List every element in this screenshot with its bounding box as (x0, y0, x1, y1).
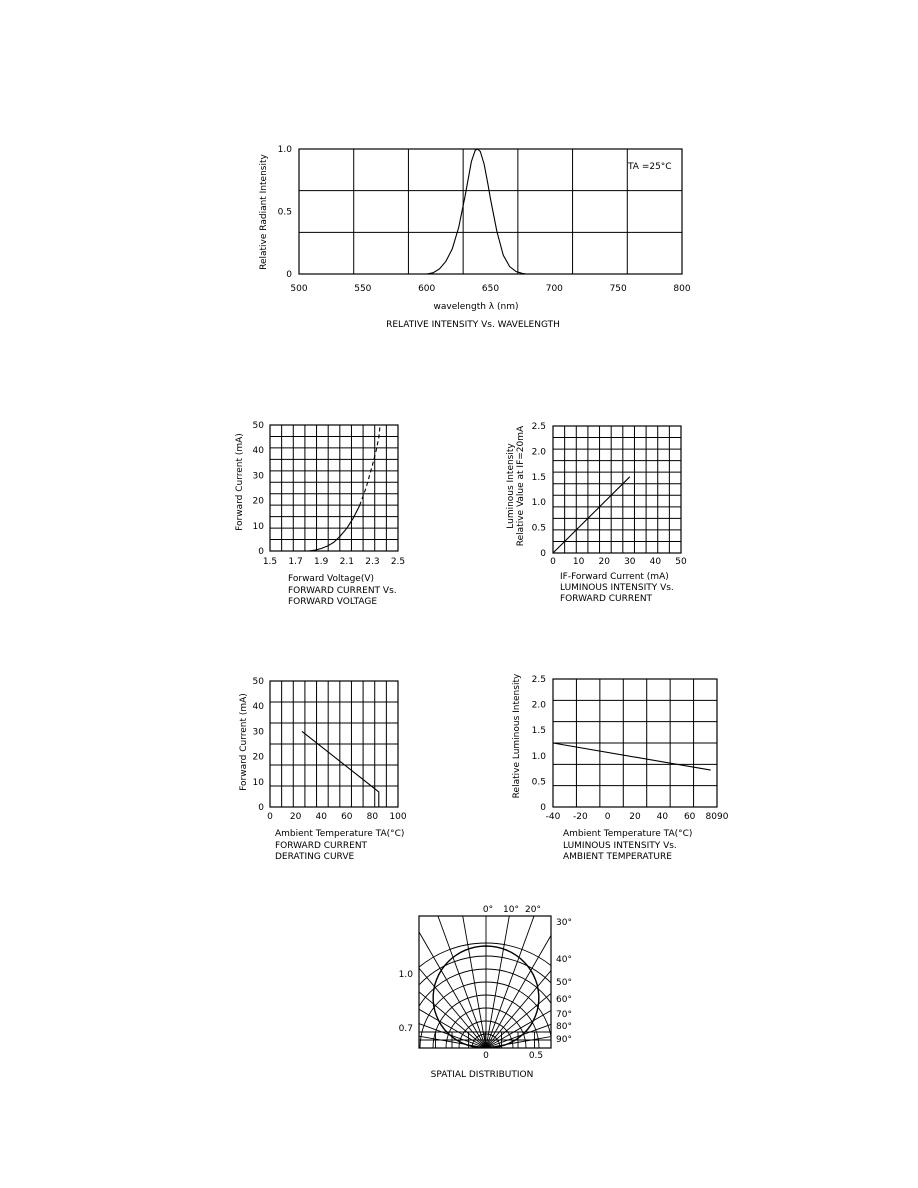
x-tick-label: -40 (545, 812, 561, 822)
y-tick-label: 1.0 (531, 751, 546, 762)
radial-label: 0.7 (398, 1024, 413, 1034)
x-tick-label: 30 (624, 557, 636, 567)
x-axis-label: Ambient Temperature TA(°C) (275, 829, 405, 839)
y-tick-label: 1.0 (531, 498, 546, 509)
plot-frame (299, 149, 682, 274)
y-tick-label: 2.5 (531, 422, 546, 432)
angle-label: 90° (556, 1035, 572, 1045)
y-tick-label: 20 (252, 496, 264, 507)
angle-label: 60° (556, 995, 572, 1005)
chart-spatial-distribution (286, 848, 686, 1153)
x-tick-label: 750 (609, 284, 627, 294)
x-tick-label: 20 (289, 812, 302, 822)
x-tick-label: 650 (481, 284, 500, 294)
y-tick-label: 50 (252, 421, 264, 431)
y-tick-label: 2.5 (531, 675, 546, 685)
x-tick-label: 2.3 (365, 557, 380, 567)
y-tick-label: 0.5 (277, 207, 292, 218)
radial-label: 1.0 (398, 970, 413, 980)
y-tick-label: 0 (540, 549, 546, 559)
chart-title: RELATIVE INTENSITY Vs. WAVELENGTH (386, 320, 560, 330)
x-tick-label: 80 (366, 812, 379, 822)
bottom-label: 0.5 (528, 1051, 544, 1061)
x-tick-label: 8090 (705, 812, 729, 822)
x-tick-label: 40 (649, 557, 662, 567)
polar-radial-line (486, 948, 659, 1048)
y-axis-label: Luminous Intensity (506, 443, 516, 529)
y-tick-label: 0 (258, 803, 264, 813)
chart-1 (259, 145, 691, 330)
y-tick-label: 0 (286, 270, 292, 280)
x-tick-label: 60 (683, 812, 696, 822)
x-tick-label: -20 (572, 812, 588, 822)
chart-5 (512, 673, 729, 862)
y-axis-label: Relative Value at IF=20mA (516, 425, 526, 547)
x-tick-label: 0 (604, 812, 611, 822)
x-tick-label: 1.9 (314, 557, 329, 567)
chart-title: AMBIENT TEMPERATURE (563, 852, 672, 862)
angle-label: 10° (503, 905, 519, 915)
y-axis-label: Relative Radiant Intensity (259, 154, 269, 270)
x-tick-label: 0 (550, 557, 556, 567)
y-tick-label: 1.5 (531, 472, 546, 483)
y-tick-label: 50 (252, 677, 264, 687)
y-tick-label: 0 (540, 803, 546, 813)
x-tick-label: 40 (656, 812, 669, 822)
chart-title: FORWARD CURRENT Vs. (288, 586, 397, 596)
angle-label: 20° (525, 905, 541, 915)
y-tick-label: 30 (252, 471, 264, 482)
angle-label: 30° (556, 918, 572, 928)
y-tick-label: 10 (252, 777, 264, 788)
y-axis-label: Forward Current (mA) (239, 693, 249, 791)
chart-title: SPATIAL DISTRIBUTION (430, 1070, 534, 1080)
chart-title: DERATING CURVE (275, 852, 355, 862)
chart-3 (506, 422, 687, 604)
bottom-label: 0 (483, 1051, 489, 1061)
x-tick-label: 800 (673, 284, 691, 294)
y-tick-label: 20 (252, 752, 264, 763)
chart-title: LUMINOUS INTENSITY Vs. (563, 841, 677, 851)
angle-label: 40° (556, 955, 572, 965)
x-tick-label: 550 (354, 284, 372, 294)
y-axis-label: Forward Current (mA) (235, 433, 245, 531)
x-tick-label: 2.1 (339, 557, 354, 567)
x-tick-label: 600 (418, 284, 436, 294)
y-axis-label: Relative Luminous Intensity (512, 673, 522, 799)
x-tick-label: 1.7 (288, 557, 303, 567)
angle-label: 70° (556, 1010, 572, 1020)
x-axis-label: IF-Forward Current (mA) (560, 572, 669, 582)
chart-title: FORWARD CURRENT (560, 594, 653, 604)
chart-title: FORWARD VOLTAGE (288, 597, 378, 607)
x-tick-label: 60 (341, 812, 353, 822)
x-tick-label: 20 (629, 812, 641, 822)
chart-2 (235, 421, 405, 607)
x-tick-label: 50 (675, 557, 687, 567)
y-tick-label: 0.5 (531, 523, 546, 534)
x-tick-label: 100 (389, 812, 407, 822)
plot-frame (270, 425, 398, 551)
x-axis-label: wavelength λ (nm) (433, 302, 519, 312)
y-tick-label: 2.0 (531, 700, 546, 711)
y-tick-label: 30 (252, 727, 264, 738)
series-line (427, 149, 527, 274)
y-tick-label: 1.0 (277, 145, 292, 155)
y-tick-label: 0 (258, 547, 264, 557)
x-tick-label: 2.5 (390, 557, 406, 567)
series-line (302, 731, 379, 807)
x-tick-label: 40 (315, 812, 327, 822)
temperature-annotation: TA =25°C (628, 162, 672, 172)
x-axis-label: Ambient Temperature TA(°C) (563, 829, 693, 839)
angle-label: 80° (556, 1022, 572, 1032)
angle-label: 50° (556, 978, 572, 988)
chart-4 (239, 677, 407, 862)
x-tick-label: 10 (572, 557, 585, 567)
chart-title: FORWARD CURRENT (275, 841, 368, 851)
y-tick-label: 40 (252, 446, 264, 457)
x-tick-label: 500 (290, 284, 308, 294)
x-axis-label: Forward Voltage(V) (288, 574, 374, 584)
x-tick-label: 700 (545, 284, 563, 294)
x-tick-label: 1.5 (262, 557, 278, 567)
chart-title: LUMINOUS INTENSITY Vs. (560, 583, 674, 593)
y-tick-label: 1.5 (531, 726, 546, 737)
y-tick-label: 40 (252, 702, 264, 713)
x-tick-label: 20 (598, 557, 610, 567)
y-tick-label: 10 (252, 521, 264, 532)
polar-inner (286, 848, 686, 1153)
y-tick-label: 2.0 (531, 447, 546, 458)
y-tick-label: 0.5 (531, 777, 546, 788)
angle-label: 0° (482, 905, 494, 915)
x-tick-label: 0 (267, 812, 273, 822)
